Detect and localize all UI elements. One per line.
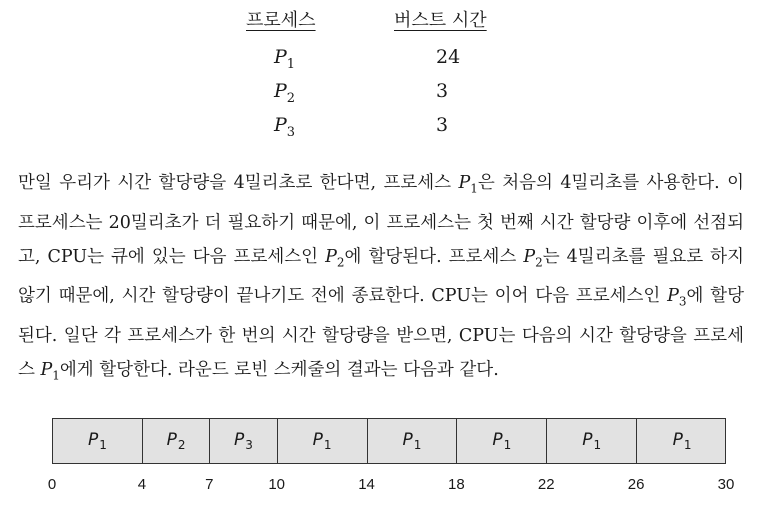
table-row [236,46,516,78]
segment-label: $P_1$ [582,429,602,453]
explanation-paragraph: 만일 우리가 시간 할당량을 4밀리초로 한다면, 프로세스 $P_1$은 처음의 4밀리초를 사용한다. 이 프로세스는 20밀리초가 더 필요하기 때문에, 이 프로세스는 첫 번째 시간 할당량 이후에 선점되고, CPU는 큐에 있는 다음 프로세스인 $P_2$에 할당된다. 프로세스 $P_2$는 4밀리초를 필요로 하지 않기 때문에, 시간 할당량이 끝나기도 전에 종료한다. CPU는 이어 다음 프로세스인 $P_3$에 할당된다. 일단 각 프로세스가 한 번의 시간 할당량을 받으면, CPU는 다음의 시간 할당량을 프로세스 $P_1$에게 할당한다. 라운드 로빈 스케줄의 결과는 다음과 같다. [18,173,745,382]
segment-label: $P_1$ [492,429,512,453]
table-row [236,80,516,112]
tick-label: 30 [717,476,735,493]
segment-label: $P_1$ [672,429,692,453]
segment-label: $P_1$ [312,429,332,453]
header-process: 프로세스 [246,10,316,31]
burst-value: 3 [436,80,449,102]
burst-value: 3 [436,114,449,136]
gantt-segment [143,419,210,463]
process-name: $P_2$ [274,80,296,106]
segment-label: $P_1$ [402,429,422,453]
tick-label: 10 [268,476,285,493]
segment-label: $P_2$ [166,429,186,453]
header-burst-time: 버스트 시간 [394,10,487,31]
tick-label: 26 [627,476,645,493]
tick-label: 7 [205,476,214,493]
gantt-segment [53,419,143,463]
table-row [236,114,516,146]
gantt-segment [210,419,277,463]
gantt-segment [637,419,727,463]
segment-label: $P_1$ [87,429,107,453]
tick-label: 14 [358,476,375,493]
process-name: $P_1$ [274,46,296,72]
tick-label: 22 [537,476,555,493]
tick-label: 18 [448,476,465,493]
segment-label: $P_3$ [234,429,253,453]
gantt-segment [457,419,547,463]
gantt-segment [547,419,637,463]
tick-label: 0 [47,476,57,493]
tick-label: 4 [137,476,147,493]
burst-value: 24 [436,46,461,68]
gantt-segment [278,419,368,463]
process-name: $P_3$ [274,114,296,140]
gantt-chart [52,418,726,464]
gantt-segment [368,419,458,463]
